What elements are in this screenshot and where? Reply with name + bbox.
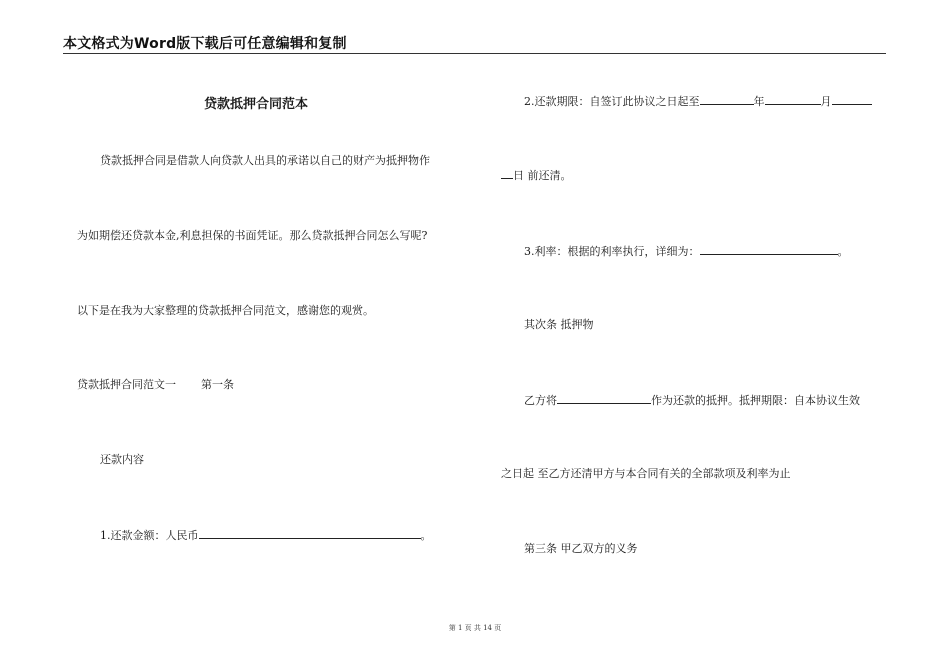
collateral-term-line: 之日起 至乙方还清甲方与本合同有关的全部款项及利率为止	[501, 467, 791, 480]
collateral-suffix: 作为还款的抵押。抵押期限：自本协议生效	[651, 394, 860, 407]
collateral-line	[524, 392, 860, 408]
interest-rate-line	[524, 243, 849, 259]
year-blank	[700, 93, 754, 105]
day-blank	[832, 93, 872, 105]
interest-rate-blank	[700, 243, 838, 255]
year-label: 年	[753, 95, 765, 108]
article-three-heading: 第三条 甲乙双方的义务	[524, 542, 638, 555]
collateral-blank	[557, 392, 651, 404]
paragraph-intro-3: 以下是在我为大家整理的贷款抵押合同范文，感谢您的观赏。	[77, 304, 374, 317]
day-continuation-blank	[501, 167, 513, 179]
collateral-prefix: 乙方将	[524, 394, 557, 407]
paragraph-intro-1: 贷款抵押合同是借款人向贷款人出具的承诺以自己的财产为抵押物作	[100, 154, 430, 167]
repay-deadline-text: 日 前还清。	[513, 169, 572, 182]
article-two-heading: 其次条 抵押物	[524, 318, 594, 331]
repayment-term-end-line	[501, 167, 572, 183]
header-text: 本文格式为Word版下载后可任意编辑和复制	[63, 36, 347, 52]
repayment-term-line	[524, 93, 872, 109]
page-footer: 第 1 页 共 14 页	[448, 624, 502, 632]
repayment-amount-label: 1.还款金额：人民币	[100, 529, 199, 542]
month-label: 月	[820, 95, 832, 108]
repayment-content-heading: 还款内容	[100, 453, 144, 466]
interest-rate-label: 3.利率：根据的利率执行，详细为：	[524, 245, 700, 258]
amount-blank	[199, 527, 421, 539]
amount-end: 。	[420, 529, 432, 542]
article-one-heading: 第一条	[201, 378, 234, 391]
sample-heading: 贷款抵押合同范文一	[77, 378, 176, 391]
document-title: 贷款抵押合同范本	[204, 97, 309, 112]
paragraph-intro-2: 为如期偿还贷款本金,利息担保的书面凭证。那么贷款抵押合同怎么写呢?	[77, 229, 428, 242]
interest-rate-end: 。	[837, 245, 849, 258]
page-header	[63, 33, 886, 54]
month-blank	[765, 93, 821, 105]
repayment-term-label: 2.还款期限：自签订此协议之日起至	[524, 95, 700, 108]
repayment-amount-line	[100, 527, 432, 543]
section-heading-line	[77, 378, 234, 392]
